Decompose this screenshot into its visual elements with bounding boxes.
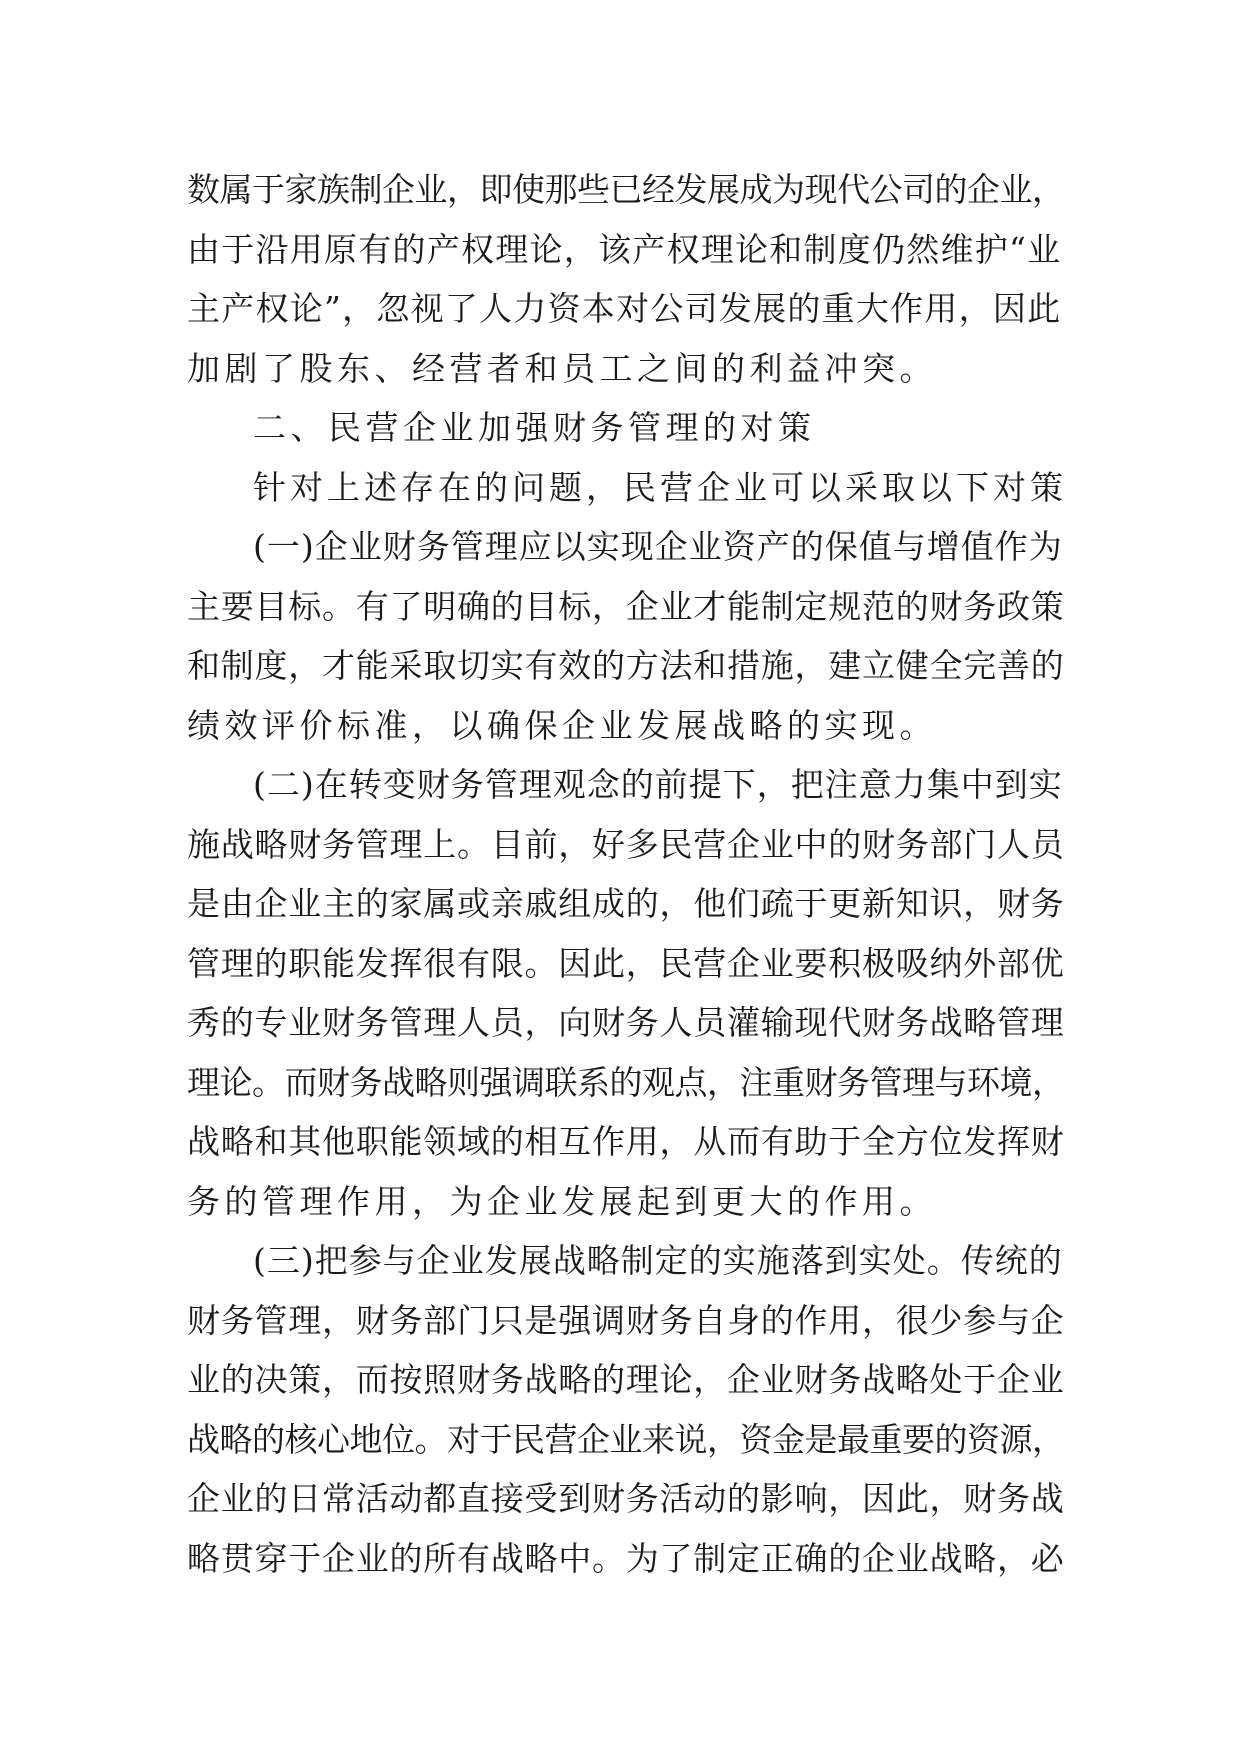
text-line: 秀的专业财务管理人员，向财务人员灌输现代财务战略管理: [187, 1003, 1065, 1042]
paragraph-first-line: 针对上述存在的问题，民营企业可以采取以下对策: [253, 467, 1067, 507]
paragraph-first-line: 二、民营企业加强财务管理的对策: [253, 408, 816, 447]
text-line: 施战略财务管理上。目前，好多民营企业中的财务部门人员: [187, 824, 1065, 864]
text-line: 务的管理作用，为企业发展起到更大的作用。: [187, 1181, 937, 1221]
paragraph-first-line: (一)企业财务管理应以实现企业资产的保值与增值作为: [253, 527, 1063, 566]
text-line: 企业的日常活动都直接受到财务活动的影响，因此，财务战: [187, 1479, 1065, 1518]
document-body: [187, 160, 1067, 1588]
text-line: 加剧了股东、经营者和员工之间的利益冲突。: [187, 348, 937, 388]
text-line: 是由企业主的家属或亲戚组成的，他们疏于更新知识，财务: [187, 884, 1065, 923]
paragraph-first-line: (三)把参与企业发展战略制定的实施落到实处。传统的: [253, 1241, 1063, 1280]
text-line: 战略和其他职能领域的相互作用，从而有助于全方位发挥财: [187, 1122, 1065, 1161]
text-line: 和制度，才能采取切实有效的方法和措施，建立健全完善的: [187, 646, 1065, 685]
text-line: 主要目标。有了明确的目标，企业才能制定规范的财务政策: [187, 586, 1065, 626]
text-line: 绩效评价标准，以确保企业发展战略的实现。: [187, 705, 937, 745]
text-line: 理论。而财务战略则强调联系的观点，注重财务管理与环境，: [187, 1062, 1065, 1102]
text-line: 财务管理，财务部门只是强调财务自身的作用，很少参与企: [187, 1300, 1065, 1340]
text-line: 由于沿用原有的产权理论，该产权理论和制度仍然维护“业: [187, 229, 1062, 269]
text-line: 管理的职能发挥很有限。因此，民营企业要积极吸纳外部优: [187, 943, 1065, 983]
paragraph-first-line: (二)在转变财务管理观念的前提下，把注意力集中到实: [253, 765, 1063, 804]
text-line: 略贯穿于企业的所有战略中。为了制定正确的企业战略，必: [187, 1538, 1065, 1578]
text-line: 战略的核心地位。对于民营企业来说，资金是最重要的资源，: [187, 1419, 1065, 1459]
text-line: 业的决策，而按照财务战略的理论，企业财务战略处于企业: [187, 1360, 1065, 1399]
text-line: 数属于家族制企业，即使那些已经发展成为现代公司的企业，: [187, 170, 1065, 209]
text-line: 主产权论”，忽视了人力资本对公司发展的重大作用，因此: [187, 289, 1062, 328]
